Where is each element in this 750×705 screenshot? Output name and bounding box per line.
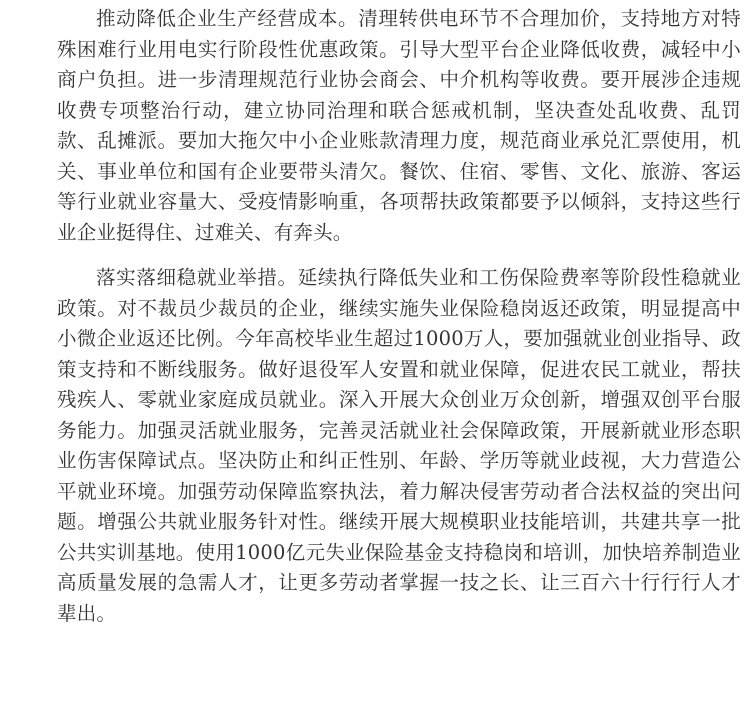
- article-body: [57, 0, 741, 629]
- paragraph-reduce-business-costs: 推动降低企业生产经营成本。清理转供电环节不合理加价，支持地方对特殊困难行业用电实行阶段性优惠政策。引导大型平台企业降低收费，减轻中小商户负担。进一步清理规范行业协会商会、中介机构等收费。要开展涉企违规收费专项整治行动，建立协同治理和联合惩戒机制，坚决查处乱收费、乱罚款、乱摊派。要加大拖欠中小企业账款清理力度，规范商业承兑汇票使用，机关、事业单位和国有企业要带头清欠。餐饮、住宿、零售、文化、旅游、客运等行业就业容量大、受疫情影响重，各项帮扶政策都要予以倾斜，支持这些行业企业挺得住、过难关、有奔头。: [57, 7, 741, 244]
- paragraph-stabilize-employment: 落实落细稳就业举措。延续执行降低失业和工伤保险费率等阶段性稳就业政策。对不裁员少裁员的企业，继续实施失业保险稳岗返还政策，明显提高中小微企业返还比例。今年高校毕业生超过1000万人，要加强就业创业指导、政策支持和不断线服务。做好退役军人安置和就业保障，促进农民工就业，帮扶残疾人、零就业家庭成员就业。深入开展大众创业万众创新，增强双创平台服务能力。加强灵活就业服务，完善灵活就业社会保障政策，开展新就业形态职业伤害保障试点。坚决防止和纠正性别、年龄、学历等就业歧视，大力营造公平就业环境。加强劳动保障监察执法，着力解决侵害劳动者合法权益的突出问题。增强公共就业服务针对性。继续开展大规模职业技能培训，共建共享一批公共实训基地。使用1000亿元失业保险基金支持稳岗和培训，加快培养制造业高质量发展的急需人才，让更多劳动者掌握一技之长、让三百六十行行行人才辈出。: [57, 266, 741, 625]
